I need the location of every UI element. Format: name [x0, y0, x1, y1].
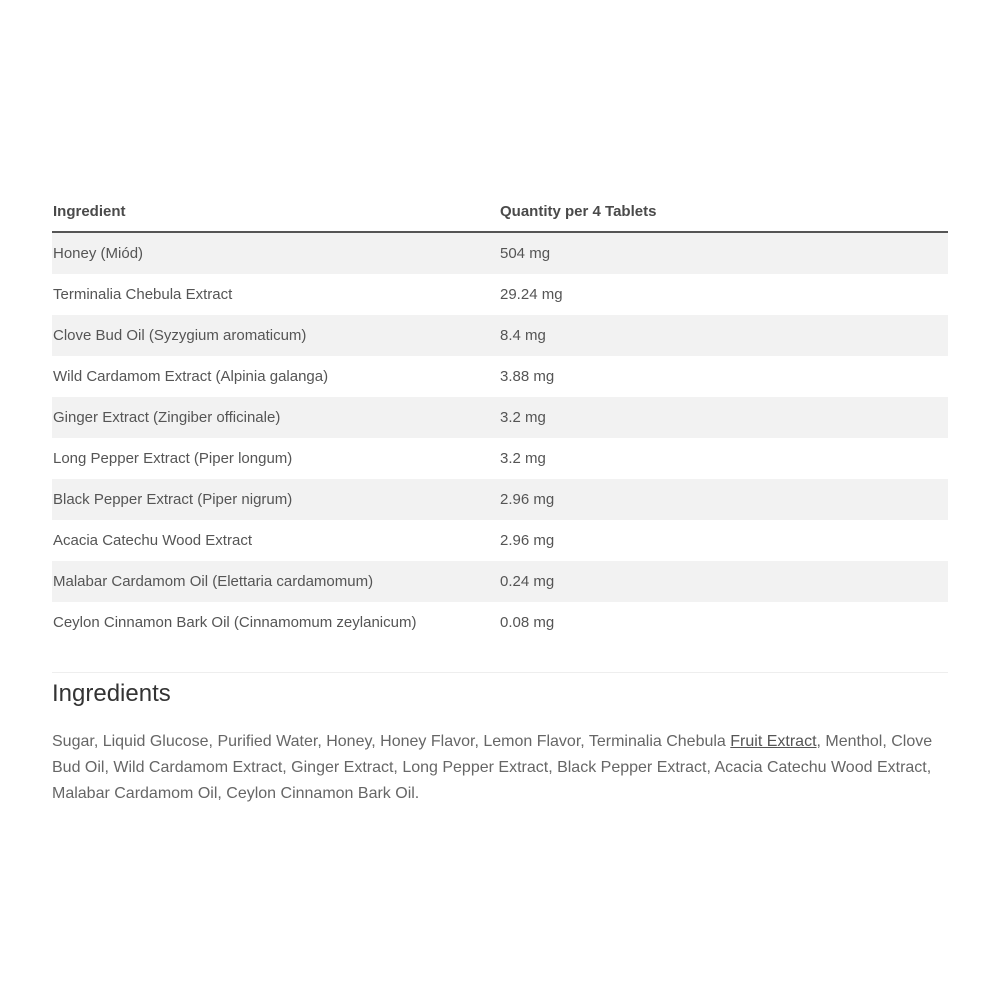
ingredient-quantity: 3.2 mg [500, 397, 948, 438]
table-row [52, 438, 948, 479]
ingredient-quantity: 2.96 mg [500, 532, 555, 549]
ingredients-text-after: , Menthol, Clove Bud Oil, Wild Cardamom Extract, Ginger Extract, Long Pepper Extract, Black Pepper Extract, Acacia Catechu Wood Extract, Malabar Cardamom Oil, Ceylon Cinnamon Bark Oil. [52, 733, 933, 802]
content-area [52, 192, 948, 807]
ingredient-name: Ceylon Cinnamon Bark Oil (Cinnamomum zeylanicum) [53, 614, 417, 631]
header-quantity: Quantity per 4 Tablets [500, 192, 948, 232]
ingredient-name: Ginger Extract (Zingiber officinale) [52, 397, 500, 438]
ingredient-name: Honey (Miód) [52, 232, 500, 274]
table-row [52, 520, 948, 561]
ingredients-heading: Ingredients [52, 680, 171, 707]
ingredient-quantity: 504 mg [500, 232, 948, 274]
ingredient-name: Wild Cardamom Extract (Alpinia galanga) [53, 368, 329, 385]
ingredient-quantity: 0.24 mg [500, 561, 948, 602]
table-row [52, 315, 948, 356]
table-row [52, 274, 948, 315]
ingredient-quantity: 8.4 mg [500, 315, 948, 356]
ingredient-quantity: 3.88 mg [500, 368, 555, 385]
ingredient-quantity: 2.96 mg [500, 479, 948, 520]
ingredient-quantity: 3.2 mg [500, 450, 546, 467]
table-row [52, 397, 948, 438]
section-divider [52, 672, 948, 673]
table-row [52, 479, 948, 520]
ingredients-paragraph [52, 729, 948, 807]
table-row [52, 356, 948, 397]
ingredient-quantity: 29.24 mg [500, 286, 563, 303]
ingredients-text-before: Sugar, Liquid Glucose, Purified Water, Honey, Honey Flavor, Lemon Flavor, Terminalia Chebula [52, 733, 731, 750]
table-header-row [52, 192, 948, 232]
table-row [52, 561, 948, 602]
fruit-extract-link[interactable]: Fruit Extract [730, 733, 817, 750]
header-ingredient: Ingredient [52, 192, 500, 232]
ingredient-name: Malabar Cardamom Oil (Elettaria cardamomum) [52, 561, 500, 602]
table-row [52, 602, 948, 643]
table-row [52, 232, 948, 274]
ingredient-name: Clove Bud Oil (Syzygium aromaticum) [52, 315, 500, 356]
ingredient-quantity: 0.08 mg [500, 614, 555, 631]
ingredient-name: Acacia Catechu Wood Extract [53, 532, 252, 549]
ingredient-table [52, 192, 948, 643]
ingredient-name: Black Pepper Extract (Piper nigrum) [52, 479, 500, 520]
ingredient-name: Long Pepper Extract (Piper longum) [53, 450, 293, 467]
ingredient-name: Terminalia Chebula Extract [53, 286, 233, 303]
